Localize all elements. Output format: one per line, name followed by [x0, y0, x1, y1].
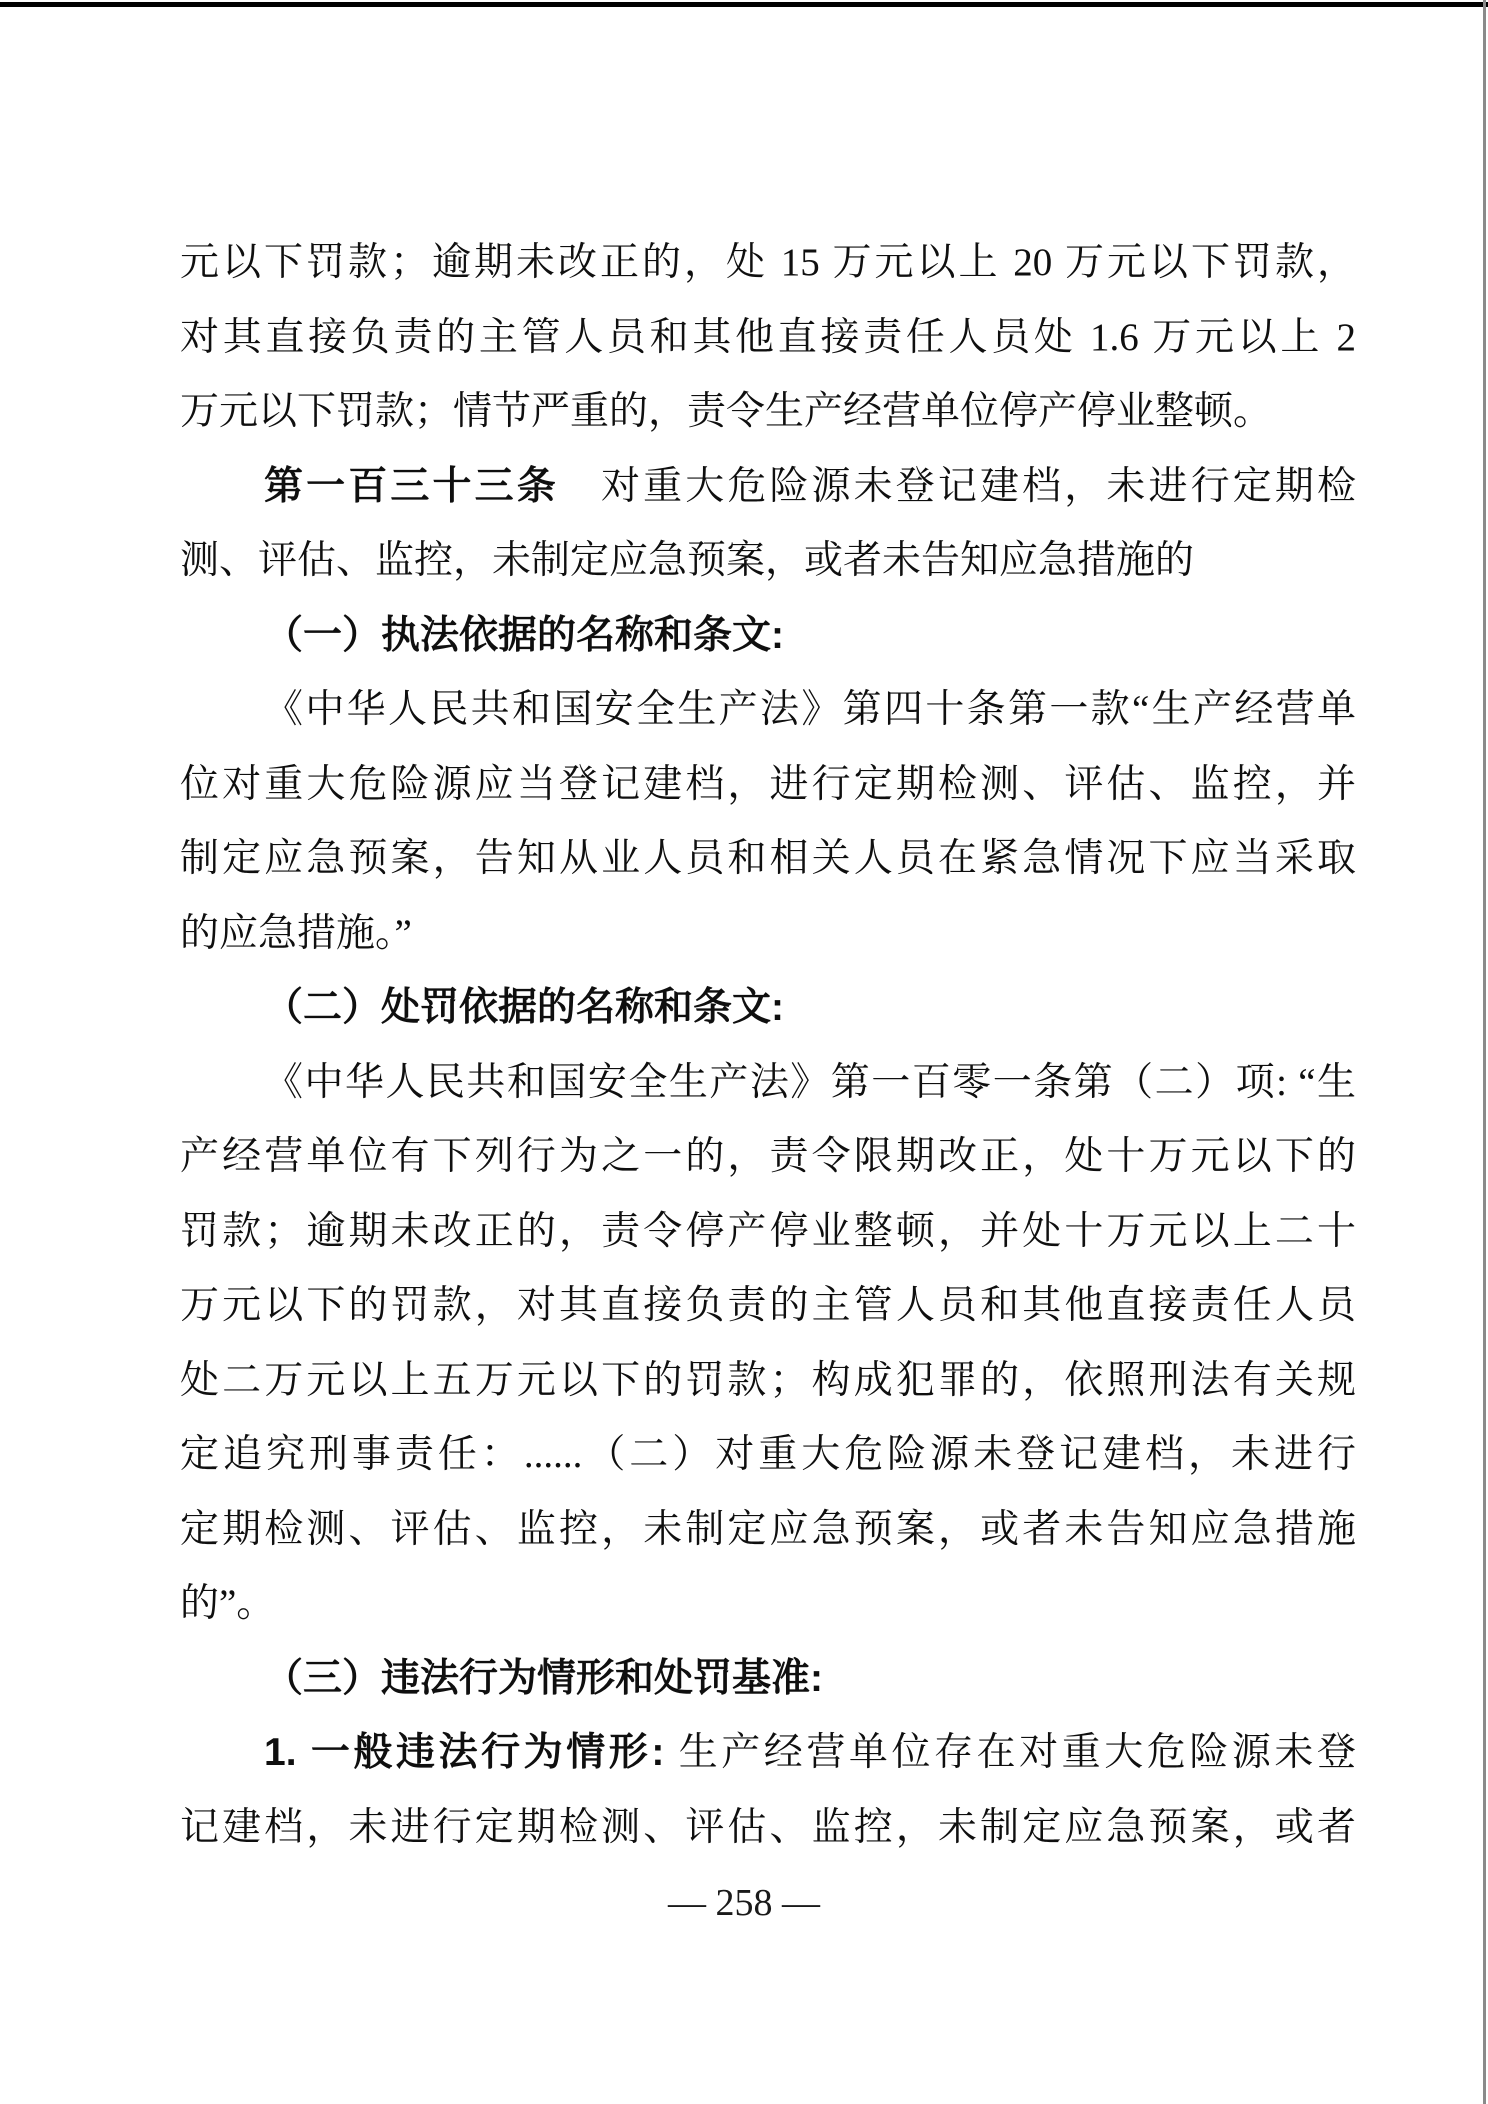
text-segment: 生产经营单位存在对重大危险源未登 [678, 1731, 1356, 1774]
text-segment: 对重大危险源未登记建档，未进行定期检 [558, 464, 1356, 508]
text-segment: 罚款；逾期未改正的，责令停产停业整顿，并处十万元以上二十 [180, 1209, 1356, 1253]
bold-text-segment: （三）违法行为情形和处罚基准: [264, 1656, 823, 1700]
text-segment: 处二万元以上五万元以下的罚款；构成犯罪的，依照刑法有关规 [180, 1358, 1356, 1402]
text-line [180, 524, 1356, 599]
text-segment: 的”。 [180, 1582, 276, 1625]
text-segment: 的应急措施。” [180, 911, 412, 955]
text-segment: 测、评估、监控，未制定应急预案，或者未告知应急措施的 [180, 539, 1195, 582]
text-segment: 定追究刑事责任：......（二）对重大危险源未登记建档，未进行 [180, 1433, 1356, 1476]
text-line [180, 1791, 1356, 1866]
text-line [180, 599, 1356, 674]
text-segment: 记建档，未进行定期检测、评估、监控，未制定应急预案，或者 [180, 1805, 1356, 1849]
text-segment: 对其直接负责的主管人员和其他直接责任人员处 1.6 万元以上 2 [180, 315, 1356, 359]
bold-text-segment: （一）执法依据的名称和条文: [264, 613, 784, 657]
text-segment: 位对重大危险源应当登记建档，进行定期检测、评估、监控，并 [180, 762, 1356, 806]
text-line [180, 301, 1356, 376]
text-segment: 《中华人民共和国安全生产法》第一百零一条第（二）项: “生 [264, 1060, 1356, 1104]
text-segment: 制定应急预案，告知从业人员和相关人员在紧急情况下应当采取 [180, 837, 1356, 880]
text-line [180, 1120, 1356, 1195]
text-segment: 产经营单位有下列行为之一的，责令限期改正，处十万元以下的 [180, 1135, 1356, 1178]
text-segment: 《中华人民共和国安全生产法》第四十条第一款“生产经营单 [264, 688, 1356, 731]
text-line [180, 897, 1356, 972]
text-line [180, 673, 1356, 748]
text-line [180, 1269, 1356, 1344]
text-line [180, 1418, 1356, 1493]
page-number: — 258 — [668, 1882, 820, 1924]
text-segment: 定期检测、评估、监控，未制定应急预案，或者未告知应急措施 [180, 1507, 1356, 1551]
text-line [180, 375, 1356, 450]
text-segment: 万元以下的罚款，对其直接负责的主管人员和其他直接责任人员 [180, 1284, 1356, 1327]
bold-text-segment: 1. 一般违法行为情形: [264, 1731, 679, 1774]
right-border-line [1483, 0, 1486, 2104]
text-line [180, 971, 1356, 1046]
text-line [180, 1046, 1356, 1121]
text-segment: 万元以下罚款；情节严重的，责令生产经营单位停产停业整顿。 [180, 390, 1273, 433]
top-border-line [0, 2, 1488, 7]
text-line [180, 450, 1356, 525]
text-line [180, 1344, 1356, 1419]
text-segment: 元以下罚款；逾期未改正的，处 15 万元以上 20 万元以下罚款， [180, 241, 1356, 284]
text-line [180, 1195, 1356, 1270]
text-line [180, 1567, 1356, 1642]
bold-text-segment: （二）处罚依据的名称和条文: [264, 986, 784, 1029]
text-line [180, 1493, 1356, 1568]
bold-text-segment: 第一百三十三条 [264, 464, 559, 508]
text-block [180, 226, 1356, 1865]
text-line [180, 822, 1356, 897]
text-line [180, 1716, 1356, 1791]
text-line [180, 748, 1356, 823]
text-line [180, 226, 1356, 301]
text-line [180, 1642, 1356, 1717]
